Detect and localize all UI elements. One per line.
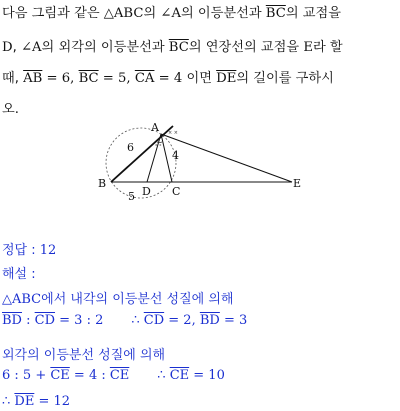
label-b: B [98,177,107,190]
segment-bc: $\overline{BC}$ [168,40,189,55]
problem-line-2 [2,36,343,55]
text: 의 교점을 [285,6,341,21]
label-a: A [151,121,159,134]
segment-ab: $\overline{AB}$ [23,71,43,86]
line-ab-extended [111,126,173,182]
text: 의 이등분선과 [180,6,266,21]
problem-line-1 [2,2,341,21]
solution-line-4 [2,313,247,328]
therefore-symbol: ∴ [157,368,170,383]
therefore-symbol: ∴ [131,313,144,328]
answer-label: 정답 : [2,243,40,258]
line-ae [161,134,292,182]
triangle-symbol: △ABC [103,6,144,21]
segment-bd: $\overline{BD}$ [199,313,220,328]
solution-line-6 [2,368,225,383]
length-ac: 4 [172,149,179,162]
line-ad [147,134,161,182]
value: = 5, [98,71,135,86]
segment-ce: $\overline{CE}$ [50,368,70,383]
line-ac [161,134,172,182]
text: = 3 [219,313,248,328]
problem-line-3 [2,67,334,86]
segment-cd: $\overline{CD}$ [34,313,56,328]
text: = 4 : [69,368,110,383]
value: = 6, [42,71,79,86]
text: = 3 : 2 [55,313,104,328]
segment-ca: $\overline{CA}$ [134,71,155,86]
angle-tick: ° ° [155,144,162,150]
segment-de: $\overline{DE}$ [216,71,237,86]
text: = 12 [34,394,71,409]
answer-line [2,239,56,258]
text: 의 연장선의 교점을 [188,40,304,55]
segment-cd: $\overline{CD}$ [143,313,165,328]
point-e: E [303,40,313,55]
text: 이면 [182,71,217,86]
text: = 2, [164,313,200,328]
value: = 4 [154,71,183,86]
geometry-figure [95,118,310,210]
text: 의 길이를 구하시 [236,71,334,86]
text: , [12,40,21,55]
text: 다음 그림과 같은 [2,6,104,21]
text: 라 할 [312,40,343,55]
explanation-label: 해설 : [2,267,36,282]
length-ab: 6 [127,141,134,154]
segment-bc: $\overline{BC}$ [265,6,286,21]
segment-ce: $\overline{CE}$ [109,368,130,383]
text: 의 [143,6,161,21]
angle-symbol: ∠A [20,40,42,55]
label-d: D [142,185,151,198]
segment-ce: $\overline{CE}$ [169,368,190,383]
text: : [21,313,35,328]
solution-line-3 [2,288,233,307]
triangle-symbol: △ABC [2,292,42,307]
answer-value: 12 [39,243,57,258]
problem-line-4: 오. [2,102,19,117]
text: 의 외각의 이등분선과 [41,40,169,55]
label-c: C [172,185,181,198]
text: 에서 내각의 이등분선 성질에 의해 [41,292,234,307]
solution-line-5: 외각의 이등분선 성질에 의해 [2,348,166,363]
angle-tick-exterior: × × [168,130,178,136]
solution-line-7 [2,394,70,409]
therefore-symbol: ∴ [2,394,15,409]
segment-bc: $\overline{BC}$ [78,71,99,86]
text: 때, [2,71,24,86]
text: 6 : 5 + [2,368,51,383]
segment-de: $\overline{DE}$ [14,394,35,409]
segment-bd: $\overline{BD}$ [2,313,22,328]
point-d: D [2,40,13,55]
circumcircle [106,128,176,198]
label-e: E [293,177,302,190]
text: = 10 [189,368,225,383]
length-bc: 5 [128,190,135,203]
angle-symbol: ∠A [160,6,181,21]
